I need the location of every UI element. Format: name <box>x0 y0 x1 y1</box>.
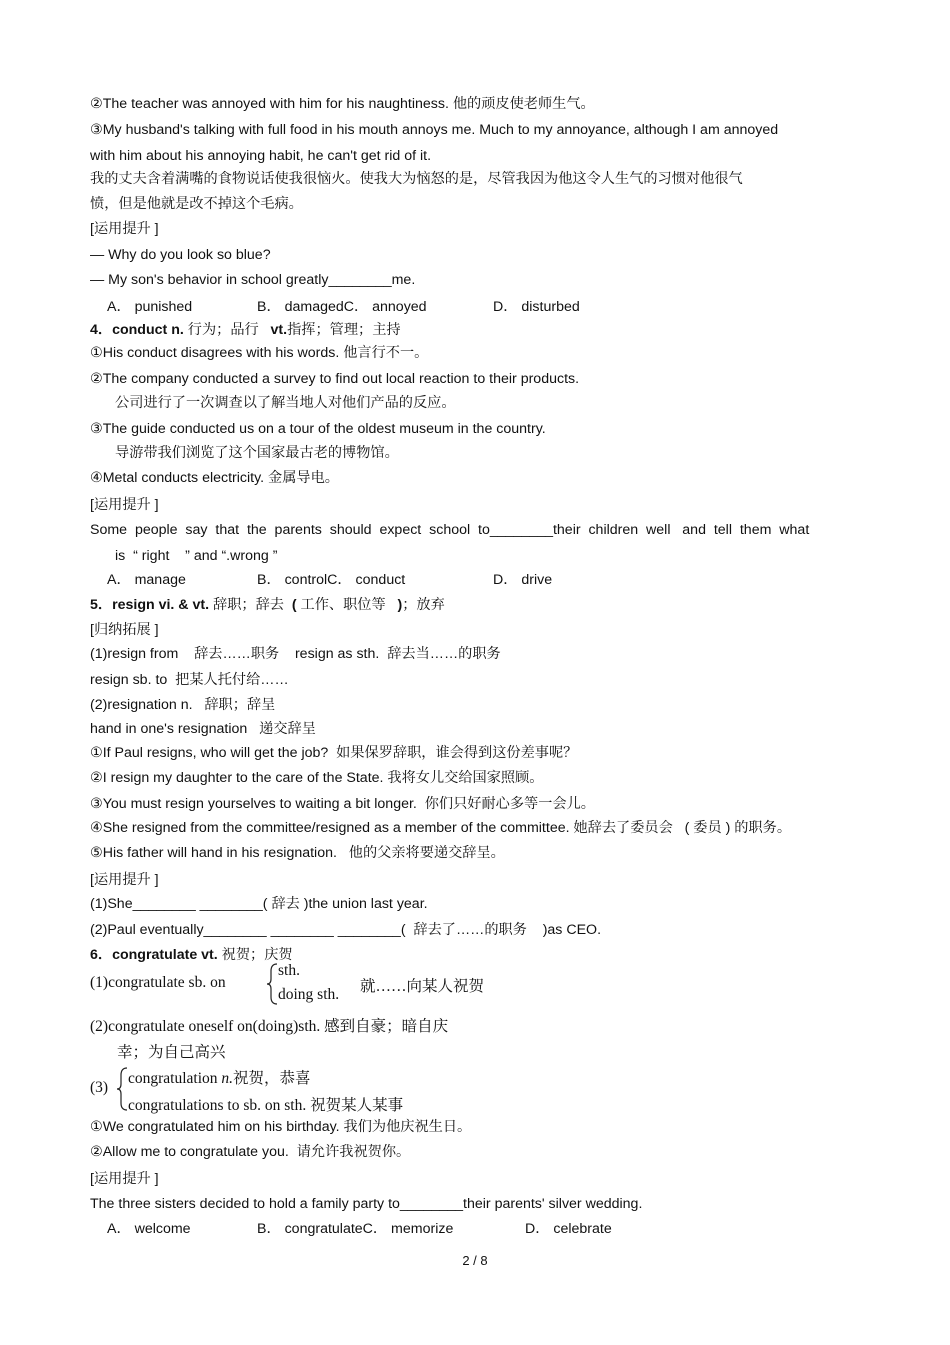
example-sentence: ③My husband's talking with full food in his mouth annoys me. Much to my annoyance, although I am annoyed <box>90 122 779 138</box>
example-sentence: ②The teacher was annoyed with him for his naughtiness. 他的顽皮使老师生气。 <box>90 96 595 112</box>
entry-word: congratulate vt. <box>112 947 218 963</box>
dialogue-line: — Why do you look so blue? <box>90 247 271 263</box>
phrase-line: (2)resignation n. 辞职；辞呈 <box>90 697 276 713</box>
usage-meaning: 祝贺，恭喜 <box>233 1070 311 1087</box>
translation-text: 我的丈夫含着满嘴的食物说话使我很恼火。使我大为恼怒的是，尽管我因为他这令人生气的习惯对他很气 <box>90 171 743 187</box>
phrase-line: (1)resign from 辞去……职务 resign as sth. 辞去当……的职务 <box>90 646 501 662</box>
entry-heading <box>90 596 445 614</box>
option-d: D． celebrate <box>525 1221 612 1237</box>
phrase-line: resign sb. to 把某人托付给…… <box>90 672 289 688</box>
usage-option: sth. <box>278 962 300 979</box>
question-text: is “ right ” and “.wrong ” <box>115 548 278 564</box>
section-label: [运用提升 ] <box>90 221 159 237</box>
usage-meaning: 就……向某人祝贺 <box>360 978 485 995</box>
question-text: The three sisters decided to hold a family party to________their parents' silver wedding. <box>90 1196 643 1212</box>
example-sentence: ③The guide conducted us on a tour of the oldest museum in the country. <box>90 421 546 437</box>
option-b-c: B． controlC． conduct <box>257 572 406 588</box>
usage-pos: n. <box>221 1070 234 1087</box>
section-label: [运用提升 ] <box>90 872 159 888</box>
option-d: D． drive <box>493 572 553 588</box>
entry-word: conduct n. <box>112 322 184 338</box>
example-sentence: ②I resign my daughter to the care of the State. 我将女儿交给国家照顾。 <box>90 770 544 786</box>
phrase-line: hand in one's resignation 递交辞呈 <box>90 721 316 737</box>
entry-meaning: 祝贺；庆贺 <box>217 947 293 963</box>
option-b-c: B． congratulateC． memorize <box>257 1221 454 1237</box>
example-sentence: ⑤His father will hand in his resignation. 他的父亲将要递交辞呈。 <box>90 845 505 861</box>
example-sentence: ①We congratulated him on his birthday. 我们为他庆祝生日。 <box>90 1119 472 1135</box>
example-sentence: ②The company conducted a survey to find out local reaction to their products. <box>90 371 580 387</box>
example-sentence: ④She resigned from the committee/resigned as a member of the committee. 她辞去了委员会 ( 委员 ) 的职务。 <box>90 820 792 836</box>
entry-meaning: ；放弃 <box>402 597 445 613</box>
example-sentence: with him about his annoying habit, he can't get rid of it. <box>90 148 432 164</box>
translation-text: 愤，但是他就是改不掉这个毛病。 <box>90 196 303 212</box>
entry-number: 4． <box>90 322 113 338</box>
usage-word: congratulation <box>128 1070 218 1087</box>
usage-option: doing sth. <box>278 986 340 1003</box>
section-label: [运用提升 ] <box>90 497 159 513</box>
dialogue-line: — My son's behavior in school greatly________me. <box>90 272 416 288</box>
option-a: A． manage <box>107 572 186 588</box>
entry-meaning: 行为；品行 <box>183 322 271 338</box>
entry-pos: vt. <box>270 322 288 338</box>
example-sentence: ④Metal conducts electricity. 金属导电。 <box>90 470 339 486</box>
translation-text: 导游带我们浏览了这个国家最古老的博物馆。 <box>115 445 399 461</box>
usage-line-3: (3) <box>90 1079 109 1096</box>
page-number: 2 / 8 <box>462 1253 488 1268</box>
question-text: Some people say that the parents should expect school to________their children well and tell them what <box>90 522 810 538</box>
option-d: D． disturbed <box>493 299 580 315</box>
example-sentence: ③You must resign yourselves to waiting a bit longer. 你们只好耐心多等一会儿。 <box>90 796 595 812</box>
fill-blank-question: (1)She________ ________( 辞去 )the union last year. <box>90 896 428 912</box>
usage-line-2: 幸；为自己高兴 <box>117 1044 226 1061</box>
entry-heading <box>90 321 401 339</box>
entry-heading <box>90 946 293 964</box>
entry-word: resign vi. & vt. <box>112 597 210 613</box>
paren: ( <box>291 597 297 613</box>
section-label: [运用提升 ] <box>90 1171 159 1187</box>
option-a: A． punished <box>107 299 193 315</box>
example-sentence: ①If Paul resigns, who will get the job? 如果保罗辞职，谁会得到这份差事呢？ <box>90 745 578 761</box>
entry-number: 6． <box>90 947 113 963</box>
usage-option <box>128 1066 311 1088</box>
option-a: A． welcome <box>107 1221 191 1237</box>
entry-meaning: 辞职；辞去 <box>209 597 292 613</box>
translation-text: 公司进行了一次调查以了解当地人对他们产品的反应。 <box>115 395 456 411</box>
example-sentence: ②Allow me to congratulate you. 请允许我祝贺你。 <box>90 1144 411 1160</box>
paren: ) <box>397 597 403 613</box>
fill-blank-question: (2)Paul eventually________ ________ ________( 辞去了……的职务 )as CEO. <box>90 922 602 938</box>
option-b-c: B． damagedC． annoyed <box>257 299 427 315</box>
entry-meaning: 指挥；管理；主持 <box>287 322 401 338</box>
usage-option: congratulations to sb. on sth. 祝贺某人某事 <box>128 1097 404 1114</box>
entry-number: 5． <box>90 597 113 613</box>
usage-line-2: (2)congratulate oneself on(doing)sth. 感到自豪；暗自庆 <box>90 1018 449 1035</box>
usage-line-1: (1)congratulate sb. on <box>90 974 226 991</box>
section-label: [归纳拓展 ] <box>90 622 159 638</box>
example-sentence: ①His conduct disagrees with his words. 他言行不一。 <box>90 345 429 361</box>
entry-meaning: 工作、职位等 <box>296 597 398 613</box>
